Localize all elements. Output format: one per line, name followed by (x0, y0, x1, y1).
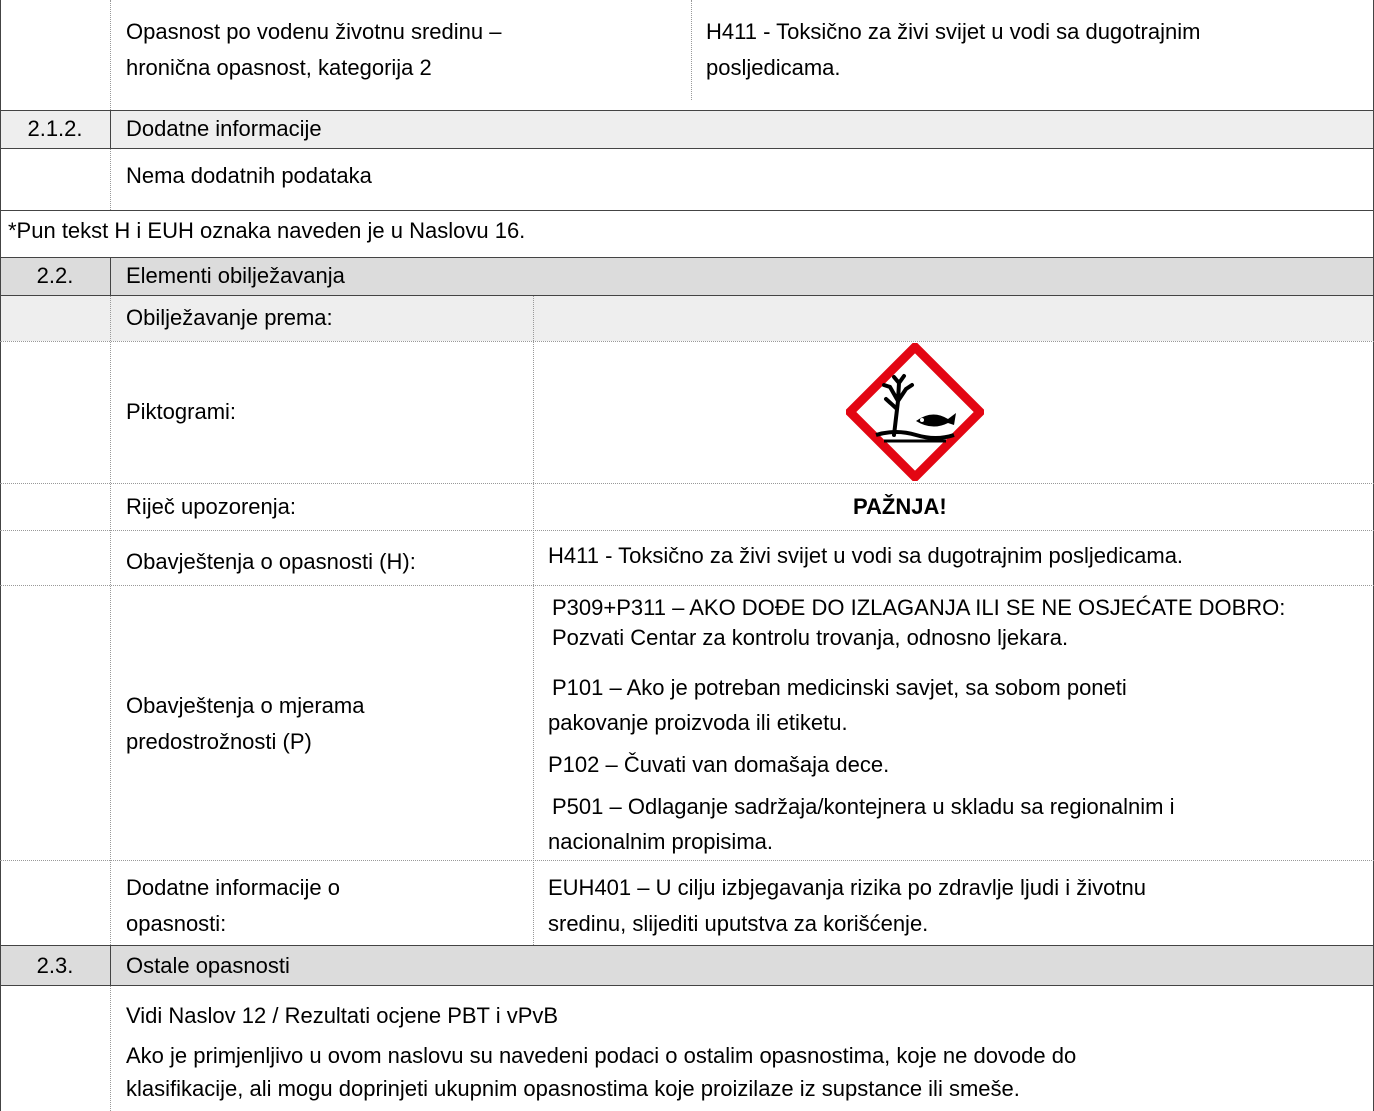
section-23-title: Ostale opasnosti (126, 953, 290, 978)
classification-hazard-line-2: hronična opasnost, kategorija 2 (126, 55, 432, 80)
precaution-label-line-1: Obavještenja o mjerama (126, 693, 365, 718)
footnote-text: *Pun tekst H i EUH oznaka naveden je u Naslovu 16. (8, 218, 526, 243)
classification-h-statement-line-2: posljedicama. (706, 55, 841, 80)
precaution-p501-line-1: P501 – Odlaganje sadržaja/kontejnera u skladu sa regionalnim i (552, 794, 1175, 819)
section-23-text-2-line-1: Ako je primjenljivo u ovom naslovu su navedeni podaci o ostalim opasnostima, koje ne dovode do (126, 1043, 1077, 1068)
section-23-text-2-line-2: klasifikacije, ali mogu doprinjeti ukupnim opasnostima koje proizilaze iz supstance ili smeše. (126, 1076, 1020, 1101)
section-23-number: 2.3. (36, 953, 74, 978)
classification-h-statement-line-1: H411 - Toksično za živi svijet u vodi sa dugotrajnim (706, 19, 1201, 44)
section-22-title: Elementi obilježavanja (126, 263, 345, 288)
section-212-text: Nema dodatnih podataka (126, 163, 372, 188)
section-22-number: 2.2. (36, 263, 74, 288)
additional-info-label-line-2: opasnosti: (126, 911, 227, 936)
precaution-p309-line-1: P309+P311 – AKO DOĐE DO IZLAGANJA ILI SE NE OSJEĆATE DOBRO: (552, 595, 1286, 620)
additional-info-line-1: EUH401 – U cilju izbjegavanja rizika po zdravlje ljudi i životnu (548, 875, 1146, 900)
precaution-p101-line-2: pakovanje proizvoda ili etiketu. (548, 710, 848, 735)
additional-info-line-2: sredinu, slijediti uputstva za korišćenje. (548, 911, 929, 936)
signal-word-label: Riječ upozorenja: (126, 494, 296, 519)
section-23-text-1: Vidi Naslov 12 / Rezultati ocjene PBT i vPvB (126, 1003, 559, 1028)
hazard-statements-label: Obavještenja o opasnosti (H): (126, 549, 416, 574)
precaution-p501-line-2: nacionalnim propisima. (548, 829, 773, 854)
labelling-according-label: Obilježavanje prema: (126, 305, 333, 330)
precaution-p101-line-1: P101 – Ako je potreban medicinski savjet, sa sobom poneti (552, 675, 1127, 700)
hazard-statement-value: H411 - Toksično za živi svijet u vodi sa dugotrajnim posljedicama. (548, 543, 1184, 568)
section-212-number: 2.1.2. (27, 116, 83, 141)
section-212-title: Dodatne informacije (126, 116, 322, 141)
precaution-p102: P102 – Čuvati van domašaja dece. (548, 752, 890, 777)
additional-info-label-line-1: Dodatne informacije o (126, 875, 341, 900)
pictograms-label: Piktogrami: (126, 399, 237, 424)
precaution-label-line-2: predostrožnosti (P) (126, 729, 312, 754)
environment-hazard-pictogram-icon (846, 343, 984, 481)
precaution-p309-line-2: Pozvati Centar za kontrolu trovanja, odnosno ljekara. (552, 625, 1069, 650)
signal-word-value: PAŽNJA! (853, 494, 947, 519)
classification-hazard-line-1: Opasnost po vodenu životnu sredinu – (126, 19, 502, 44)
